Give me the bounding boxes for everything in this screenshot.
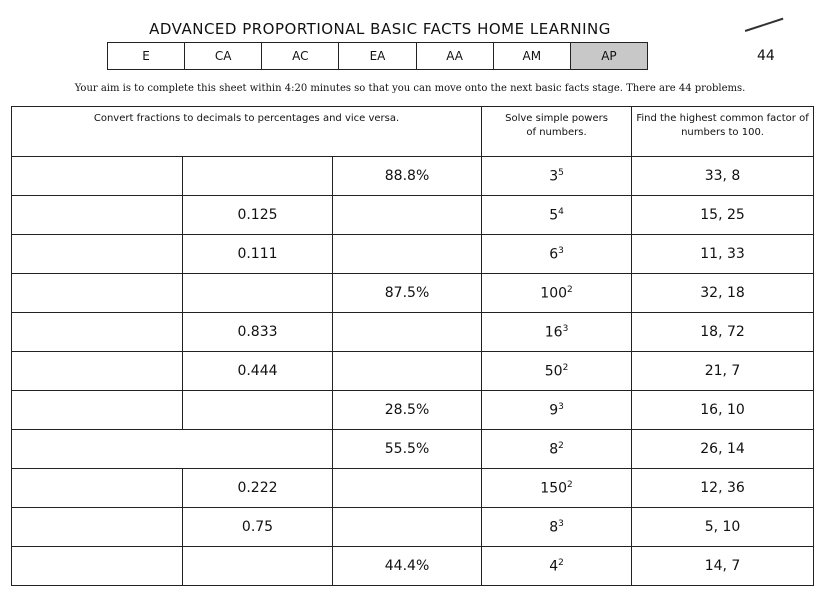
power-cell[interactable] — [482, 157, 632, 196]
power-exponent: 5 — [558, 167, 564, 178]
table-row — [12, 313, 814, 352]
table-row — [12, 547, 814, 586]
power-exponent: 3 — [562, 323, 569, 334]
power-base: 6 — [549, 246, 559, 263]
power-cell[interactable] — [482, 235, 632, 274]
power-exponent: 3 — [558, 245, 564, 256]
decimal-cell[interactable]: 0.111 — [183, 235, 333, 274]
hcf-cell[interactable]: 18, 72 — [632, 313, 814, 352]
hcf-cell[interactable]: 14, 7 — [632, 547, 814, 586]
power-base: 8 — [549, 441, 559, 458]
fraction-cell[interactable] — [12, 508, 183, 547]
fraction-decimal-cell[interactable] — [12, 430, 333, 469]
power-exponent: 2 — [567, 284, 573, 295]
percent-cell[interactable]: 87.5% — [333, 274, 482, 313]
hcf-cell[interactable]: 5, 10 — [632, 508, 814, 547]
fraction-cell[interactable] — [12, 235, 183, 274]
power-cell[interactable] — [482, 313, 632, 352]
table-row — [12, 196, 814, 235]
stage-bar — [107, 42, 648, 70]
decimal-cell[interactable]: 0.222 — [183, 469, 333, 508]
power-cell[interactable] — [482, 352, 632, 391]
percent-cell[interactable]: 44.4% — [333, 547, 482, 586]
stage-aa: AA — [417, 43, 494, 69]
power-cell[interactable] — [482, 196, 632, 235]
fraction-cell[interactable] — [12, 547, 183, 586]
power-base: 50 — [544, 363, 563, 380]
decimal-cell[interactable] — [183, 274, 333, 313]
power-exponent: 2 — [567, 479, 573, 490]
table-row — [12, 391, 814, 430]
hcf-cell[interactable]: 15, 25 — [632, 196, 814, 235]
table-row — [12, 235, 814, 274]
problems-table — [11, 106, 814, 586]
stage-am: AM — [494, 43, 571, 69]
hcf-cell[interactable]: 26, 14 — [632, 430, 814, 469]
power-cell[interactable] — [482, 508, 632, 547]
percent-cell[interactable] — [333, 196, 482, 235]
power-base: 16 — [544, 324, 563, 341]
stage-e: E — [108, 43, 185, 69]
hcf-cell[interactable]: 16, 10 — [632, 391, 814, 430]
table-row — [12, 469, 814, 508]
power-cell[interactable] — [482, 274, 632, 313]
power-base: 3 — [549, 168, 559, 185]
decimal-cell[interactable] — [183, 547, 333, 586]
power-exponent: 2 — [558, 557, 564, 568]
decimal-cell[interactable]: 0.125 — [183, 196, 333, 235]
percent-cell[interactable] — [333, 508, 482, 547]
fraction-cell[interactable] — [12, 157, 183, 196]
fraction-cell[interactable] — [12, 274, 183, 313]
decimal-cell[interactable]: 0.444 — [183, 352, 333, 391]
percent-cell[interactable]: 28.5% — [333, 391, 482, 430]
power-exponent: 3 — [558, 518, 564, 529]
power-exponent: 3 — [558, 401, 564, 412]
fraction-cell[interactable] — [12, 391, 183, 430]
hcf-cell[interactable]: 12, 36 — [632, 469, 814, 508]
fraction-cell[interactable] — [12, 469, 183, 508]
decimal-cell[interactable]: 0.75 — [183, 508, 333, 547]
table-row — [12, 508, 814, 547]
instructions: Your aim is to complete this sheet within 4:20 minutes so that you can move onto the next basic facts stage. There are 44 problems. — [74, 83, 746, 94]
hcf-cell[interactable]: 21, 7 — [632, 352, 814, 391]
power-base: 100 — [540, 285, 568, 302]
stage-ea: EA — [339, 43, 416, 69]
decimal-cell[interactable] — [183, 391, 333, 430]
table-row — [12, 274, 814, 313]
table-row — [12, 352, 814, 391]
percent-cell[interactable] — [333, 235, 482, 274]
score-total: 44 — [757, 48, 775, 64]
power-cell[interactable] — [482, 430, 632, 469]
power-cell[interactable] — [482, 391, 632, 430]
power-exponent: 2 — [558, 440, 564, 451]
hcf-cell[interactable]: 11, 33 — [632, 235, 814, 274]
worksheet-title: ADVANCED PROPORTIONAL BASIC FACTS HOME LEARNING — [149, 20, 611, 38]
header-convert: Convert fractions to decimals to percentages and vice versa. — [12, 107, 482, 157]
power-cell[interactable] — [482, 469, 632, 508]
percent-cell[interactable]: 55.5% — [333, 430, 482, 469]
power-base: 9 — [549, 402, 559, 419]
power-base: 4 — [549, 558, 559, 575]
power-cell[interactable] — [482, 547, 632, 586]
header-powers: Solve simple powers of numbers. — [482, 107, 632, 157]
power-base: 150 — [540, 480, 568, 497]
power-base: 8 — [549, 519, 559, 536]
stage-ca: CA — [185, 43, 262, 69]
table-row — [12, 430, 814, 469]
decimal-cell[interactable]: 0.833 — [183, 313, 333, 352]
percent-cell[interactable] — [333, 352, 482, 391]
percent-cell[interactable] — [333, 313, 482, 352]
header-hcf: Find the highest common factor of numbers to 100. — [632, 107, 814, 157]
power-base: 5 — [549, 207, 559, 224]
stage-ap: AP — [571, 43, 647, 69]
hcf-cell[interactable]: 32, 18 — [632, 274, 814, 313]
table-row — [12, 157, 814, 196]
power-exponent: 2 — [562, 362, 569, 373]
decimal-cell[interactable] — [183, 157, 333, 196]
percent-cell[interactable] — [333, 469, 482, 508]
fraction-cell[interactable] — [12, 313, 183, 352]
power-exponent: 4 — [558, 206, 564, 217]
stage-ac: AC — [262, 43, 339, 69]
fraction-cell[interactable] — [12, 196, 183, 235]
fraction-cell[interactable] — [12, 352, 183, 391]
percent-cell[interactable]: 88.8% — [333, 157, 482, 196]
hcf-cell[interactable]: 33, 8 — [632, 157, 814, 196]
